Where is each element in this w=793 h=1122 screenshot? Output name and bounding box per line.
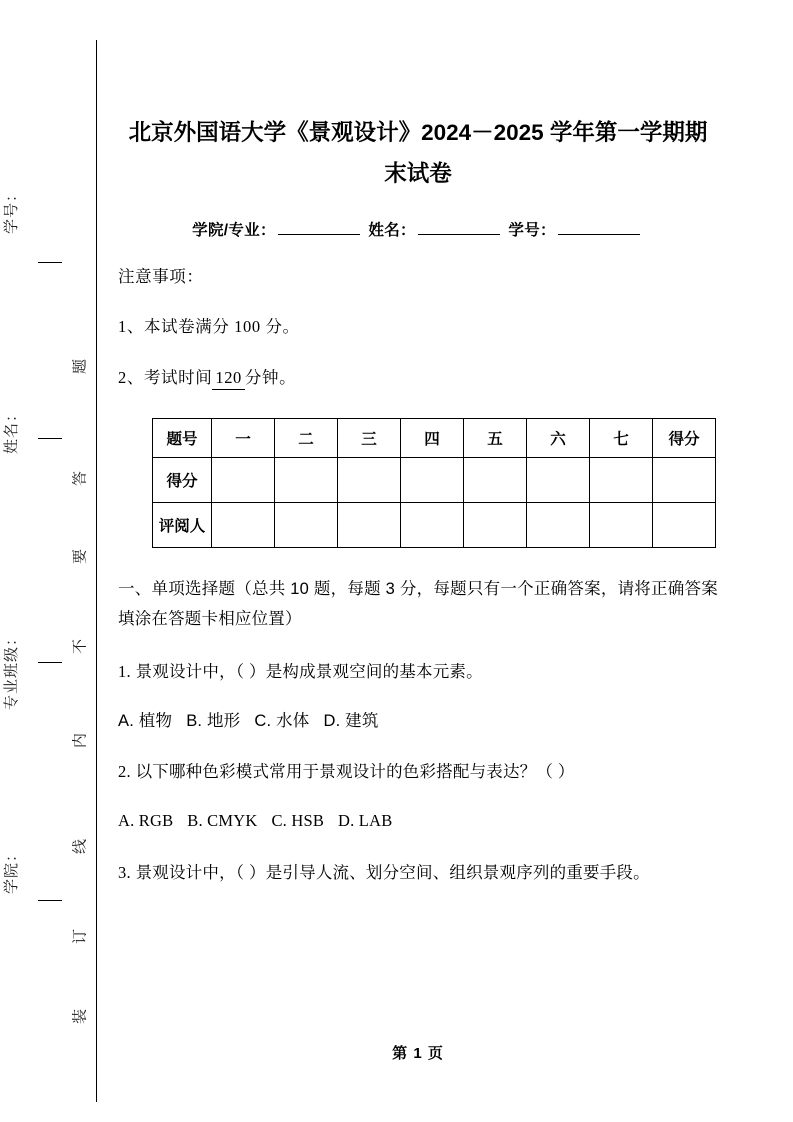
note-item-1: 1、本试卷满分 100 分。 <box>118 317 300 337</box>
seal-char-5: 内 <box>72 733 89 749</box>
score-cell-4[interactable] <box>401 457 464 502</box>
binding-margin <box>0 0 97 1122</box>
score-cell-5[interactable] <box>464 457 527 502</box>
score-table-header-0: 题号 <box>153 418 212 457</box>
reviewer-cell-1[interactable] <box>212 502 275 547</box>
seal-char-2: 答 <box>72 471 89 487</box>
reviewer-cell-total[interactable] <box>653 502 716 547</box>
table-row-score <box>153 457 716 502</box>
seal-char-6: 线 <box>72 839 89 855</box>
question-1-option-b[interactable]: B. 地形 <box>186 711 241 730</box>
seal-char-1: 题 <box>72 359 89 375</box>
question-2-stem <box>118 734 718 787</box>
score-row-label: 得分 <box>153 457 212 502</box>
page-title: 北京外国语大学《景观设计》2024－2025 学年第一学期期末试卷 <box>128 120 708 186</box>
label-college-major: 学院/专业： <box>192 222 276 239</box>
exam-duration-value: 120 <box>212 367 245 390</box>
score-table-header-8: 得分 <box>653 418 716 457</box>
page-footer: 第 1 页 <box>392 1045 444 1062</box>
note-2-prefix: 2、考试时间 <box>118 367 213 387</box>
input-name[interactable] <box>418 234 500 235</box>
question-1-option-c[interactable]: C. 水体 <box>254 711 310 730</box>
question-1-options <box>118 687 718 734</box>
score-cell-1[interactable] <box>212 457 275 502</box>
reviewer-cell-2[interactable] <box>275 502 338 547</box>
question-2-option-a[interactable]: A. RGB <box>118 811 174 831</box>
label-student-id: 学号： <box>508 222 556 239</box>
question-1-text: 景观设计中，（ ）是构成景观空间的基本元素。 <box>135 662 483 681</box>
question-1-option-a[interactable]: A. 植物 <box>118 711 173 730</box>
score-cell-7[interactable] <box>590 457 653 502</box>
section-one-heading: 一、单项选择题（总共 10 题，每题 3 分，每题只有一个正确答案，请将正确答案填涂在答题卡相应位置） <box>118 579 718 628</box>
label-name: 姓名： <box>368 222 416 239</box>
score-cell-3[interactable] <box>338 457 401 502</box>
score-table-header-4: 四 <box>401 418 464 457</box>
notes-heading: 注意事项： <box>118 267 204 286</box>
reviewer-cell-7[interactable] <box>590 502 653 547</box>
score-cell-6[interactable] <box>527 457 590 502</box>
identity-line <box>118 194 718 240</box>
question-3-number: 3. <box>118 862 131 882</box>
question-2-option-c[interactable]: C. HSB <box>271 811 325 831</box>
input-student-id[interactable] <box>558 234 640 235</box>
vertical-field-xingming: 姓名： <box>4 406 20 455</box>
score-table <box>152 418 716 548</box>
reviewer-row-label: 评阅人 <box>153 502 212 547</box>
question-2-option-d[interactable]: D. LAB <box>338 811 393 831</box>
score-table-header-1: 一 <box>212 418 275 457</box>
table-row-reviewer <box>153 502 716 547</box>
score-table-header-7: 七 <box>590 418 653 457</box>
input-college-major[interactable] <box>278 234 360 235</box>
question-1-number: 1. <box>118 661 131 681</box>
vertical-field-xuehao: 学号： <box>4 186 20 235</box>
score-table-header-5: 五 <box>464 418 527 457</box>
question-2-number: 2. <box>118 762 131 782</box>
reviewer-cell-6[interactable] <box>527 502 590 547</box>
score-table-header-6: 六 <box>527 418 590 457</box>
score-table-header-3: 三 <box>338 418 401 457</box>
vertical-field-xueyuan: 学院： <box>4 846 20 895</box>
seal-char-3: 要 <box>72 549 89 565</box>
binding-vertical-rule <box>96 40 97 1102</box>
question-1-stem <box>118 634 718 687</box>
seal-char-8: 装 <box>72 1009 89 1025</box>
seal-char-7: 订 <box>72 929 89 945</box>
question-3-text: 景观设计中，（ ）是引导人流、划分空间、组织景观序列的重要手段。 <box>135 863 650 882</box>
note-item-2 <box>118 339 718 390</box>
vertical-field-zhuanyebanji: 专业班级： <box>4 630 20 711</box>
seal-line-vertical-text <box>62 0 96 1122</box>
question-2-text: 以下哪种色彩模式常用于景观设计的色彩搭配与表达？（ ） <box>135 763 575 782</box>
score-cell-2[interactable] <box>275 457 338 502</box>
seal-char-4: 不 <box>72 639 89 655</box>
note-2-suffix: 分钟。 <box>244 367 297 387</box>
question-3-stem <box>118 835 718 888</box>
score-cell-total[interactable] <box>653 457 716 502</box>
table-row-header <box>153 418 716 457</box>
score-table-wrapper <box>118 390 718 548</box>
reviewer-cell-4[interactable] <box>401 502 464 547</box>
vertical-field-rule-4 <box>38 900 62 901</box>
exam-paper-body <box>118 0 718 1122</box>
vertical-field-rule-3 <box>38 662 62 663</box>
question-2-options <box>118 787 718 834</box>
reviewer-cell-3[interactable] <box>338 502 401 547</box>
question-1-option-d[interactable]: D. 建筑 <box>323 711 379 730</box>
score-table-header-2: 二 <box>275 418 338 457</box>
reviewer-cell-5[interactable] <box>464 502 527 547</box>
question-2-option-b[interactable]: B. CMYK <box>187 811 258 831</box>
vertical-field-rule-2 <box>38 438 62 439</box>
vertical-field-rule-1 <box>38 262 62 263</box>
student-info-vertical-column <box>0 0 62 1122</box>
